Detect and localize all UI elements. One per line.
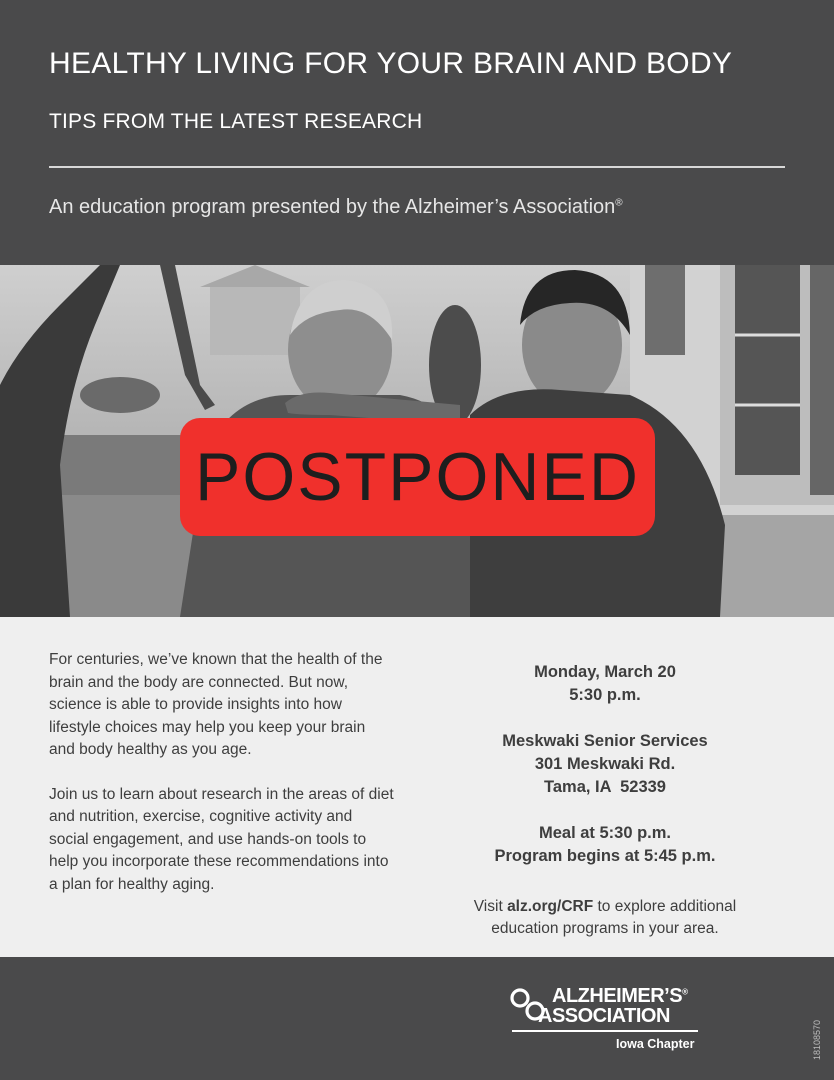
logo-line-1: ALZHEIMER’S® <box>552 985 688 1007</box>
page-title: HEALTHY LIVING FOR YOUR BRAIN AND BODY <box>49 47 733 80</box>
event-program: Program begins at 5:45 p.m. <box>494 847 716 865</box>
event-city: Tama, IA 52339 <box>544 778 666 796</box>
divider <box>49 166 785 168</box>
postponed-badge <box>180 418 655 536</box>
description <box>49 649 394 918</box>
event-date: Monday, March 20 <box>534 663 676 681</box>
description-paragraph-1: For centuries, we’ve known that the health of the brain and the body are connected. But now, science is able to provide insights into how lifestyle choices may help you keep your brain and body healthy as you age. <box>49 651 383 758</box>
footer <box>0 957 834 1080</box>
event-meal: Meal at 5:30 p.m. <box>538 824 672 842</box>
visit-text: Visit alz.org/CRF to explore additional education programs in your area. <box>473 898 737 937</box>
presented-by-text: An education program presented by the Alzheimer’s Association® <box>49 196 623 218</box>
logo-line-2: ASSOCIATION <box>538 1005 670 1027</box>
registered-mark: ® <box>615 197 623 209</box>
alzheimers-association-logo <box>510 985 710 1065</box>
event-details <box>440 661 770 868</box>
info-panel <box>0 617 834 957</box>
page-subtitle: TIPS FROM THE LATEST RESEARCH <box>49 110 423 133</box>
postponed-label: POSTPONED <box>195 439 640 515</box>
chapter-name: Iowa Chapter <box>616 1037 695 1051</box>
header-banner <box>0 0 834 265</box>
event-time: 5:30 p.m. <box>569 686 641 704</box>
event-venue: Meskwaki Senior Services <box>502 732 708 750</box>
visit-link[interactable]: alz.org/CRF <box>507 898 594 915</box>
event-street: 301 Meskwaki Rd. <box>534 755 676 773</box>
description-paragraph-2: Join us to learn about research in the areas of diet and nutrition, exercise, cognitive activity and social engagement, and use hands-on tools to help you incorporate these recommendations into a plan for healthy aging. <box>49 785 394 893</box>
document-code: 18108570 <box>812 1019 822 1060</box>
logo-divider <box>512 1030 698 1032</box>
